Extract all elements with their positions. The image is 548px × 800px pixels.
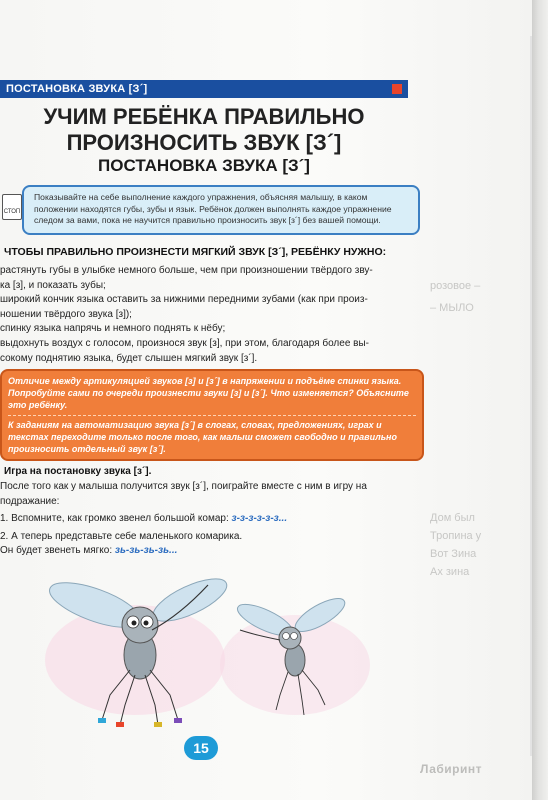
page-number: 15 [184, 736, 218, 760]
page-title: УЧИМ РЕБЁНКА ПРАВИЛЬНО ПРОИЗНОСИТЬ ЗВУК [З´] [43, 104, 365, 155]
notice-divider [8, 415, 416, 416]
list-item: растянуть губы в улыбке немного больше, чем при произношении твёрдого зву- [0, 265, 373, 276]
game-step-1 [0, 513, 287, 524]
list-item: спинку языка напрячь и немного поднять к нёбу; [0, 323, 226, 335]
list-item: ношении твёрдого звука [з]); [0, 308, 132, 320]
game-intro-line: После того как у малыша получится звук [з´], поиграйте вместе с ним в игру на [0, 481, 367, 492]
list-item: широкий кончик языка оставить за нижними передними зубами (как при произ- [0, 294, 368, 306]
game-step-text: 1. Вспомните, как громко звенел большой комар: [0, 513, 229, 524]
game-heading: Игра на постановку звука [з´]. [4, 466, 152, 477]
page-edge-line [488, 36, 532, 756]
game-intro [0, 480, 424, 509]
header-bar: ПОСТАНОВКА ЗВУКА [З´] [0, 80, 408, 98]
list-item: выдохнуть воздух с голосом, произнося звук [з], при этом, благодаря более вы- [0, 337, 369, 349]
faded-text: – МЫЛО [430, 302, 474, 314]
notice-paragraph: Отличие между артикуляцией звуков [з] и [з´] в напряжении и подъёме спинки языка. Попробуйте сами по очереди произнести звуки [з] и [з´]. Что изменяется? Объясните это ребёнку. [8, 376, 409, 410]
game-step-3 [0, 545, 177, 556]
section-heading: ЧТОБЫ ПРАВИЛЬНО ПРОИЗНЕСТИ МЯГКИЙ ЗВУК [З´], РЕБЁНКУ НУЖНО: [4, 246, 387, 258]
game-intro-line: подражание: [0, 495, 60, 507]
game-step-sound: з-з-з-з-з-з... [231, 513, 288, 524]
game-step-2: 2. А теперь представьте себе маленького комарика. [0, 531, 243, 542]
page-subtitle: ПОСТАНОВКА ЗВУКА [З´] [98, 156, 310, 175]
info-box: Показывайте на себе выполнение каждого упражнения, объясняя малышу, в каком положении находятся губы, зубы и язык. Ребёнок должен выполнять каждое упражнение следом за вами, пока не научится правильно произносить звук [з´] без вашей помощи. [22, 185, 420, 235]
game-step-sound: зь-зь-зь-зь... [114, 545, 178, 556]
faded-text: Тропина у [430, 530, 482, 542]
game-step-text: Он будет звенеть мягко: [0, 545, 113, 556]
page-edge [532, 0, 548, 800]
instruction-list [0, 264, 424, 366]
faded-text: Дом был [430, 512, 475, 524]
notice-paragraph: К заданиям на автоматизацию звука [з´] в слогах, словах, предложениях, играх и текстах переходите только после того, как малыш сможет свободно и правильно произносить отдельный звук [з´]. [8, 420, 397, 454]
faded-text: розовое – [430, 280, 481, 292]
faded-text: Ах зина [430, 566, 470, 578]
list-item: сокому поднятию языка, будет слышен мягкий звук [з´]. [0, 352, 258, 364]
list-item: ка [з], и показать зубы; [0, 279, 106, 291]
mosquitoes-illustration [40, 560, 380, 740]
stop-icon: СТОП [2, 194, 22, 220]
faded-text: Вот Зина [430, 548, 477, 560]
header-marker [392, 84, 402, 94]
labirint-logo: Лабиринт [420, 762, 483, 776]
notice-box [0, 369, 424, 461]
